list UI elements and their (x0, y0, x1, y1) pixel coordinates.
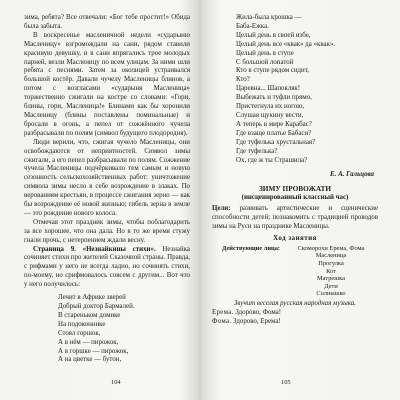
character: Солнышко (316, 290, 346, 298)
poem-line: Кто? (236, 76, 250, 84)
poem-line: Целый день в ступе (236, 49, 294, 57)
paragraph: В воскресенье масленичной недели «сударыню Масленицу» взгромождали на сани, рядом ставили красивую девушку, и в сани впрягались трое молодых парней, везли Масленицу по всем улицам. За ними шли ребята с песнями. Затем за околицей устраивался большой костёр. Давали чучелу Масленицы блинов, а потом с возгласами «сударыня Масленица» торжественно сжигали на костре со словами: «Гори, блины, гори, Масленица!» Блинами как бы хоронили Масленицу (блины поставлены поминальные) и бросали в огонь, а пепел от сожжённого чучела разбрасывали по полям (символ будущего плодородия). (24, 31, 190, 137)
poem-line: Где туфелька? (236, 147, 278, 155)
poem-line: Слушая щукину вести, (236, 111, 304, 119)
poem-line: Выбежать и туфли прямо, (236, 94, 312, 102)
poem-line: А на цветке — бутон, (58, 356, 122, 364)
poem-line: Где взаще платье Бабаси? (236, 129, 312, 137)
poem-line: А в горшке — пирожок, (58, 347, 129, 355)
character: Скоморохи Ерема, Фома (297, 244, 365, 252)
left-page (24, 14, 190, 365)
speaker: Ерема. (212, 308, 234, 316)
character: Прогулка (318, 259, 344, 267)
goal-text: развивать артистические и сценические способности детей; познакомить с традицией проводов зимы на Руси на празднике Масленицы. (212, 205, 378, 230)
poem-line: Добрый доктор Бармалей. (58, 303, 135, 310)
characters-label: Действующие лица: (222, 244, 281, 252)
goal-label: Цели: (212, 205, 231, 213)
speaker: Фома. (212, 317, 232, 325)
chapter-title: ЗИМУ ПРОВОЖАТИ (258, 184, 332, 194)
section-label: Страница 9. «Незнайкины стихи». (33, 245, 156, 253)
paragraph (24, 246, 190, 291)
poem-line: В стареньком домике (58, 311, 121, 319)
poem-line: Жила-была крошка — (236, 14, 302, 21)
poem-line: Баба-Ежка. (236, 22, 269, 30)
author-name: Е. А. Гальцова (330, 171, 374, 179)
line-text: Здорово, Фома! (235, 308, 281, 316)
poem-line: Лечит в Африке зверей (58, 294, 126, 302)
poem-line: Целый день все «квак» да «квак». (236, 40, 336, 48)
stage-direction: Звучит веселая русская народная музыка. (234, 299, 356, 307)
section-heading: Ход занятия (273, 234, 317, 242)
page-number-left: 104 (111, 379, 121, 386)
chapter-subtitle: (инсценированный классный час) (241, 194, 349, 202)
poem-line: Ох, где ж ты Страшила? (236, 156, 308, 164)
paragraph: Отмечая этот праздник зимы, чтобы поблагодарить за все хорошее, что она дала. Но в то же время стужу гнали прочь, с нетерпением ждали весну. (24, 218, 190, 244)
character: Кот (326, 267, 336, 275)
poem-line: Где туфелька хрустальная? (236, 138, 316, 146)
paragraph: зима, ребята? Все отвечали: «Бог тебе простит!» Обида была забыта. (24, 14, 190, 30)
poem-stanza (58, 294, 190, 365)
paragraph: Люди верили, что, сжигая чучело Масленицы, они освобождаются от неприятностей. Символ зимы сжигали, а его пепел разбрасывали по полям. Сожжение чучела Масленицы подчёркивало тем самым и новую сезонность сельскохозяйственных работ: уничтожение символа зимы несло в себе возрождение в злаках. По верованиям крестьян, в процессе сжигания зерно — как бы возрождение её новой жизнью; гибель зерна в земле — это рождение нового колоса. (24, 138, 190, 217)
poem-line: С большой лопатой (236, 58, 294, 66)
poem-line: Пристегнула их ногою, (236, 103, 305, 111)
characters-block (212, 245, 378, 298)
poem-line: Стоял горшок, (58, 329, 101, 337)
poem-line: Царевна... Шапокляк! (236, 85, 301, 93)
paragraph-text: Незнайка сочиняет стихи про жителей Сказочной страны. Правда, с рифмами у него не всегда ладно, но сочинять стихи, по-моему, но срифмовалось совсем с другим... Вот что у него получилось: (24, 245, 190, 289)
poem (236, 14, 378, 165)
character: Матрешка (316, 275, 346, 283)
character: Масленица (315, 252, 347, 260)
right-page (212, 14, 378, 327)
poem-line: Целый день в своей избе, (236, 31, 311, 39)
dialogue-line (212, 309, 378, 318)
line-text: Здорово, Ерема! (233, 317, 281, 325)
poem-line: На подоконнике (58, 320, 106, 328)
goal-paragraph (212, 205, 378, 232)
poem-line: Кто в ступе рядом сидит, (236, 67, 309, 75)
poem-line: А теперь в мире Карабас? (236, 120, 312, 128)
poem-line: А в нём — пирожок, (58, 338, 119, 346)
page-number-right: 105 (281, 379, 291, 386)
dialogue-line (212, 318, 378, 327)
character: Дети (324, 282, 338, 290)
characters-list (284, 245, 378, 298)
